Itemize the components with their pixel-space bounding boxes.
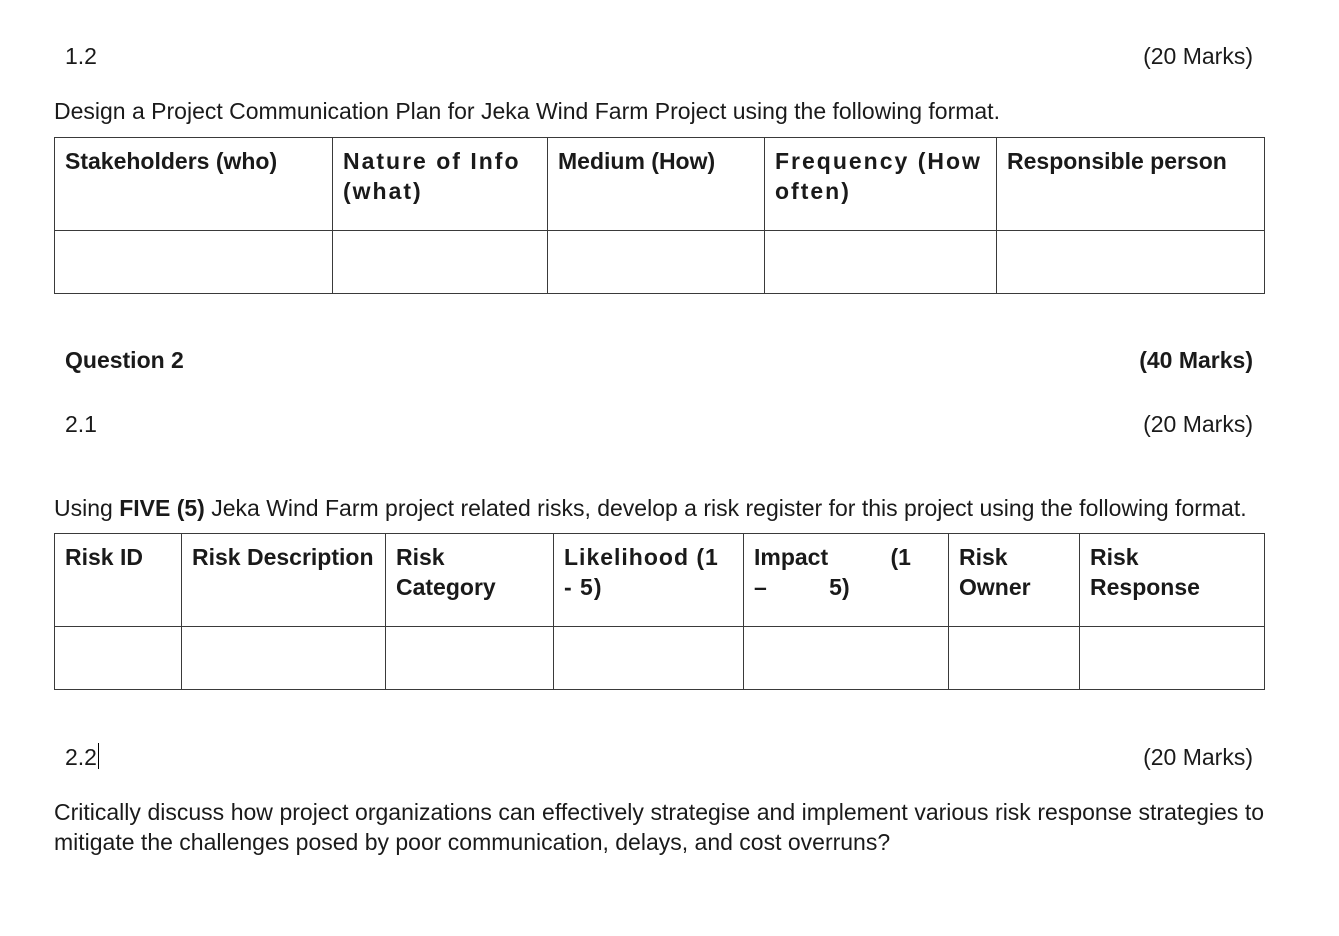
table-cell[interactable] [55, 231, 333, 294]
q1-2-instruction: Design a Project Communication Plan for Jeka Wind Farm Project using the following format. [54, 98, 1000, 124]
q1-2-marks: (20 Marks) [1143, 43, 1253, 69]
table-cell[interactable] [182, 627, 386, 690]
col-header-likelihood: Likelihood (1 - 5) [554, 534, 744, 627]
q2-1-number: 2.1 [65, 411, 97, 437]
table-cell[interactable] [1080, 627, 1265, 690]
col-header-responsible-person: Responsible person [997, 138, 1265, 231]
col-header-nature-of-info: Nature of Info (what) [333, 138, 548, 231]
q1-2-heading [54, 42, 1264, 72]
q2-1-instruction-bold: FIVE (5) [119, 495, 205, 521]
question-2-marks: (40 Marks) [1139, 347, 1253, 373]
communication-plan-table [54, 137, 1265, 294]
table-cell[interactable] [997, 231, 1265, 294]
col-header-impact: Impact (1 – 5) [744, 534, 949, 627]
q2-1-heading [54, 410, 1264, 440]
table-header-row [55, 138, 1265, 231]
q2-2-question: Critically discuss how project organizations can effectively strategise and implement various risk response strategies to mitigate the challenges posed by poor communication, delays, and cost overruns? [54, 799, 1264, 855]
col-header-risk-owner: Risk Owner [949, 534, 1080, 627]
q2-2-number-wrap[interactable] [65, 743, 99, 773]
table-cell[interactable] [386, 627, 554, 690]
text-cursor [98, 743, 99, 769]
col-header-risk-id: Risk ID [55, 534, 182, 627]
question-2-title: Question 2 [65, 347, 184, 373]
col-header-frequency: Frequency (How often) [765, 138, 997, 231]
table-header-row [55, 534, 1265, 627]
table-cell[interactable] [333, 231, 548, 294]
table-cell[interactable] [554, 627, 744, 690]
col-header-stakeholders: Stakeholders (who) [55, 138, 333, 231]
table-row [55, 231, 1265, 294]
q2-1-instruction [54, 494, 1264, 524]
q2-2-heading [54, 743, 1264, 773]
table-cell[interactable] [548, 231, 765, 294]
q2-2-marks: (20 Marks) [1143, 744, 1253, 770]
col-header-medium: Medium (How) [548, 138, 765, 231]
question-2-heading [54, 346, 1264, 376]
col-header-risk-category: Risk Category [386, 534, 554, 627]
table-cell[interactable] [744, 627, 949, 690]
risk-register-table [54, 533, 1265, 690]
table-cell[interactable] [55, 627, 182, 690]
table-cell[interactable] [765, 231, 997, 294]
q1-2-number: 1.2 [65, 43, 97, 69]
table-cell[interactable] [949, 627, 1080, 690]
col-header-risk-response: Risk Response [1080, 534, 1265, 627]
q2-1-instruction-suffix: Jeka Wind Farm project related risks, develop a risk register for this project using the following format. [204, 495, 1247, 521]
q2-1-instruction-prefix: Using [54, 495, 120, 521]
q2-2-number: 2.2 [65, 744, 97, 770]
col-header-risk-description: Risk Description [182, 534, 386, 627]
q2-1-marks: (20 Marks) [1143, 411, 1253, 437]
table-row [55, 627, 1265, 690]
